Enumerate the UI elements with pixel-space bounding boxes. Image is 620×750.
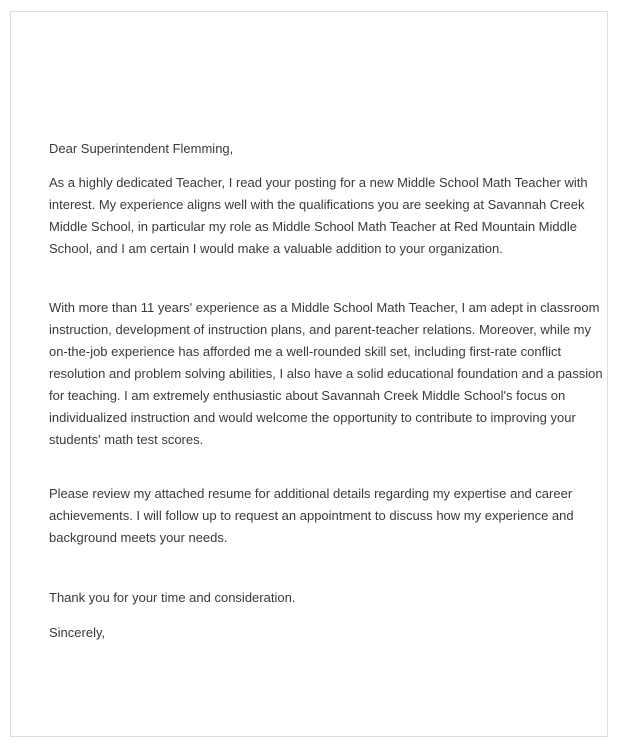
letter-body <box>49 138 607 644</box>
letter-paragraph-experience: With more than 11 years' experience as a Middle School Math Teacher, I am adept in classroom instruction, development of instruction plans, and parent-teacher relations. Moreover, while my on-the-job experience has afforded me a well-rounded skill set, including first-rate conflict resolution and problem solving abilities, I also have a solid educational foundation and a passion for teaching. I am extremely enthusiastic about Savannah Creek Middle School's focus on individualized instruction and would welcome the opportunity to contribute to improving your students' math test scores. <box>49 300 603 447</box>
letter-greeting: Dear Superintendent Flemming, <box>49 141 234 156</box>
letter-paragraph-resume: Please review my attached resume for additional details regarding my expertise and career achievements. I will follow up to request an appointment to discuss how my experience and background meets your needs. <box>49 486 574 545</box>
letter-paragraph-intro: As a highly dedicated Teacher, I read your posting for a new Middle School Math Teacher with interest. My experience aligns well with the qualifications you are seeking at Savannah Creek Middle School, in particular my role as Middle School Math Teacher at Red Mountain Middle School, and I am certain I would make a valuable addition to your organization. <box>49 175 588 256</box>
letter-closing-thanks: Thank you for your time and consideration. <box>49 590 296 605</box>
letter-signoff: Sincerely, <box>49 625 106 640</box>
letter-page <box>10 11 608 737</box>
